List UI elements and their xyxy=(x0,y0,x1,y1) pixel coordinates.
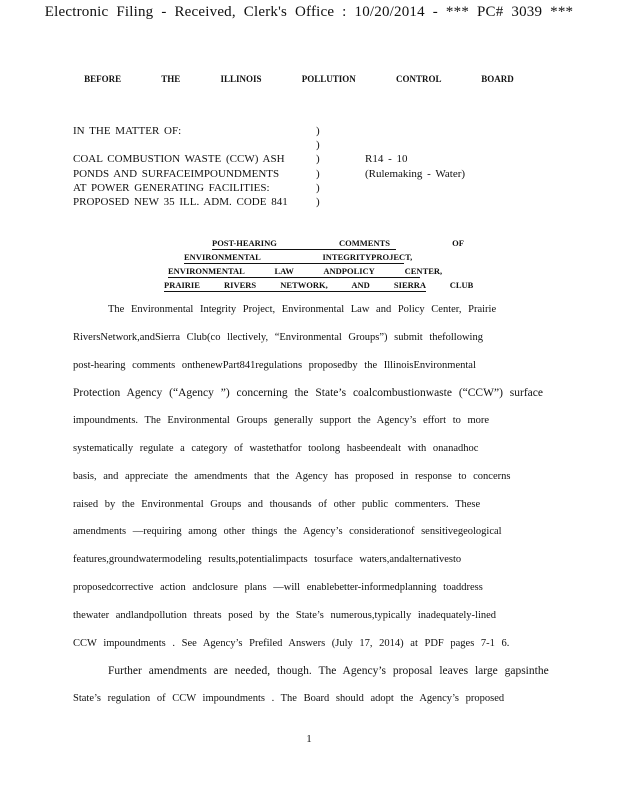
title-line: POST-HEARING COMMENTS OF xyxy=(212,238,464,248)
title-line: ENVIRONMENTAL LAW ANDPOLICY CENTER, xyxy=(168,266,443,276)
body-line: post-hearing comments onthenewPart841regulations proposedby the IllinoisEnvironmental xyxy=(73,359,476,371)
caption-paren: ) xyxy=(316,167,320,180)
body-line: State’s regulation of CCW impoundments . The Board should adopt the Agency’s proposed xyxy=(73,693,505,705)
body-line: raised by the Environmental Groups and thousands of other public commenters. These xyxy=(73,498,481,510)
caption-row xyxy=(73,181,553,195)
document-title xyxy=(164,236,474,292)
body-line: proposedcorrective action andclosure plans —will enablebetter-informedplanning toaddress xyxy=(73,581,483,593)
caption-paren: ) xyxy=(316,125,320,137)
body-line: impoundments. The Environmental Groups generally support the Agency’s effort to more xyxy=(73,415,490,427)
caption-paren: ) xyxy=(316,195,320,208)
case-caption xyxy=(73,124,553,209)
body-line: Protection Agency (“Agency ”) concerning the State’s coalcombustionwaste (“CCW”) surface xyxy=(73,387,543,400)
body-line: features,groundwatermodeling results,potentialimpacts tosurface waters,andalternativesto xyxy=(73,554,462,566)
docket-type: (Rulemaking - Water) xyxy=(365,167,466,180)
caption-row xyxy=(73,195,553,209)
body-line: RiversNetwork,andSierra Club(co llectively, “Environmental Groups”) submit thefollowing xyxy=(73,331,483,343)
caption-paren: ) xyxy=(316,153,320,166)
body-line: CCW impoundments . See Agency’s Prefiled Answers (July 17, 2014) at PDF pages 7-1 6. xyxy=(73,637,510,649)
body-line: The Environmental Integrity Project, Environmental Law and Policy Center, Prairie xyxy=(108,304,497,315)
caption-row xyxy=(73,124,553,138)
caption-left-text: PONDS AND SURFACEIMPOUNDMENTS xyxy=(73,167,280,180)
title-line: ENVIRONMENTAL INTEGRITYPROJECT, xyxy=(184,252,413,262)
caption-left-text: PROPOSED NEW 35 ILL. ADM. CODE 841 xyxy=(73,195,288,208)
body-line: amendments —requiring among other things the Agency’s considerationof sensitivegeological xyxy=(73,526,502,538)
page-number: 1 xyxy=(306,733,312,745)
caption-left-text: IN THE MATTER OF: xyxy=(73,125,182,137)
body-line: Further amendments are needed, though. The Agency’s proposal leaves large gapsinthe xyxy=(108,665,549,678)
filing-stamp-header: Electronic Filing - Received, Clerk's Office : 10/20/2014 - *** PC# 3039 *** xyxy=(44,4,574,20)
caption-row xyxy=(73,152,553,166)
body-line: systematically regulate a category of wastethatfor toolong hasbeendealt with onanadhoc xyxy=(73,442,479,454)
body-line: basis, and appreciate the amendments that the Agency has proposed in response to concerns xyxy=(73,470,511,482)
body-line: thewater andlandpollution threats posed by the State’s numerous,typically inadequately-lined xyxy=(73,609,497,621)
caption-paren: ) xyxy=(316,181,320,194)
title-line: PRAIRIE RIVERS NETWORK, AND SIERRA CLUB xyxy=(164,280,474,290)
docket-number: R14 - 10 xyxy=(365,153,408,166)
body-text xyxy=(73,302,549,719)
caption-left-text: AT POWER GENERATING FACILITIES: xyxy=(73,181,270,194)
caption-row xyxy=(73,167,553,181)
caption-row xyxy=(73,138,553,152)
caption-paren: ) xyxy=(316,139,320,152)
board-heading: BEFORE THE ILLINOIS POLLUTION CONTROL BOARD xyxy=(84,74,514,84)
caption-left-text: COAL COMBUSTION WASTE (CCW) ASH xyxy=(73,153,285,166)
